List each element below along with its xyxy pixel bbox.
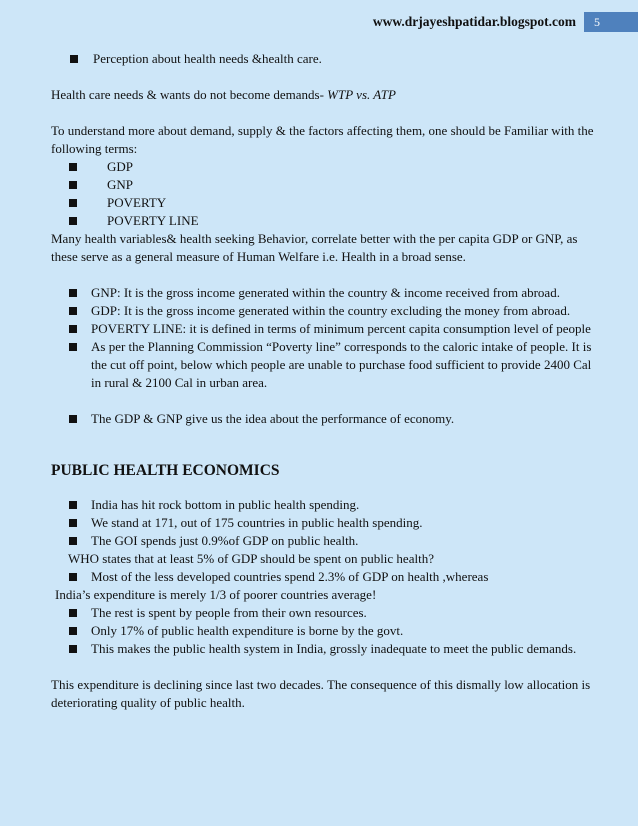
who-line: WHO states that at least 5% of GDP should be spent on public health?	[68, 551, 434, 566]
india-line: India’s expenditure is merely 1/3 of poorer countries average!	[55, 587, 377, 602]
term-item	[51, 212, 601, 230]
term-item	[51, 194, 601, 212]
bullet-square-icon	[69, 609, 77, 617]
bullet-square-icon	[69, 343, 77, 351]
closing-paragraph: This expenditure is declining since last two decades. The consequence of this dismally low allocation is deteriorating quality of public health.	[51, 677, 591, 710]
bullet-square-icon	[69, 163, 77, 171]
site-url: www.drjayeshpatidar.blogspot.com	[372, 14, 576, 29]
bullet-square-icon	[69, 325, 77, 333]
term-item	[51, 158, 601, 176]
section-heading: PUBLIC HEALTH ECONOMICS	[51, 462, 280, 479]
definition-text: POVERTY LINE: it is defined in terms of minimum percent capita consumption level of people	[91, 321, 591, 336]
bullet-square-icon	[70, 55, 78, 63]
bullet-text: India has hit rock bottom in public health spending.	[91, 497, 360, 512]
bullet-square-icon	[69, 627, 77, 635]
bullet-square-icon	[69, 537, 77, 545]
definition-text: GNP: It is the gross income generated within the country & income received from abroad.	[91, 285, 560, 300]
bullet-square-icon	[69, 307, 77, 315]
definition-item	[51, 320, 601, 338]
definition-text: As per the Planning Commission “Poverty line” corresponds to the caloric intake of people. It is the cut off point, below which people are unable to purchase food sufficient to provide 2400 Cal in rural & 2100 Cal in urban area.	[91, 339, 592, 390]
bullet-square-icon	[69, 573, 77, 581]
perception-bullet	[51, 50, 601, 68]
phe-bullet	[51, 622, 601, 640]
bullet-square-icon	[69, 415, 77, 423]
phe-bullet	[51, 514, 601, 532]
term-label: GDP	[107, 159, 134, 174]
term-label: GNP	[107, 177, 134, 192]
document-body	[51, 50, 601, 712]
intro-paragraph: To understand more about demand, supply & the factors affecting them, one should be Familiar with the following terms:	[51, 123, 594, 156]
definition-item	[51, 302, 601, 320]
definition-item	[51, 338, 601, 392]
bullet-square-icon	[69, 519, 77, 527]
bullet-text: This makes the public health system in India, grossly inadequate to meet the public demands.	[91, 641, 577, 656]
definition-item	[51, 284, 601, 302]
bullet-square-icon	[69, 645, 77, 653]
page-number: 5	[584, 12, 638, 32]
bullet-text: The GDP & GNP give us the idea about the performance of economy.	[91, 411, 455, 426]
bullet-text: The rest is spent by people from their own resources.	[91, 605, 367, 620]
definition-text: GDP: It is the gross income generated within the country excluding the money from abroad.	[91, 303, 571, 318]
needs-line	[51, 86, 601, 104]
phe-bullet	[51, 532, 601, 550]
bullet-square-icon	[69, 181, 77, 189]
term-item	[51, 176, 601, 194]
bullet-text: Perception about health needs &health care.	[93, 51, 322, 66]
phe-bullet	[51, 640, 601, 658]
needs-text: Health care needs & wants do not become demands-	[51, 87, 328, 102]
gdp-gnp-bullet	[51, 410, 601, 428]
phe-bullet	[51, 496, 601, 514]
bullet-square-icon	[69, 199, 77, 207]
needs-italic: WTP vs. ATP	[327, 87, 396, 102]
bullet-text: We stand at 171, out of 175 countries in public health spending.	[91, 515, 423, 530]
phe-bullet	[51, 568, 601, 586]
term-label: POVERTY	[107, 195, 167, 210]
bullet-text: Only 17% of public health expenditure is borne by the govt.	[91, 623, 404, 638]
bullet-text: The GOI spends just 0.9%of GDP on public health.	[91, 533, 359, 548]
term-label: POVERTY LINE	[107, 213, 199, 228]
variables-paragraph: Many health variables& health seeking Behavior, correlate better with the per capita GDP or GNP, as these serve as a general measure of Human Welfare i.e. Health in a broad sense.	[51, 231, 578, 264]
bullet-text: Most of the less developed countries spend 2.3% of GDP on health ,whereas	[91, 569, 489, 584]
bullet-square-icon	[69, 501, 77, 509]
bullet-square-icon	[69, 289, 77, 297]
page-header	[373, 12, 638, 32]
phe-bullet	[51, 604, 601, 622]
bullet-square-icon	[69, 217, 77, 225]
